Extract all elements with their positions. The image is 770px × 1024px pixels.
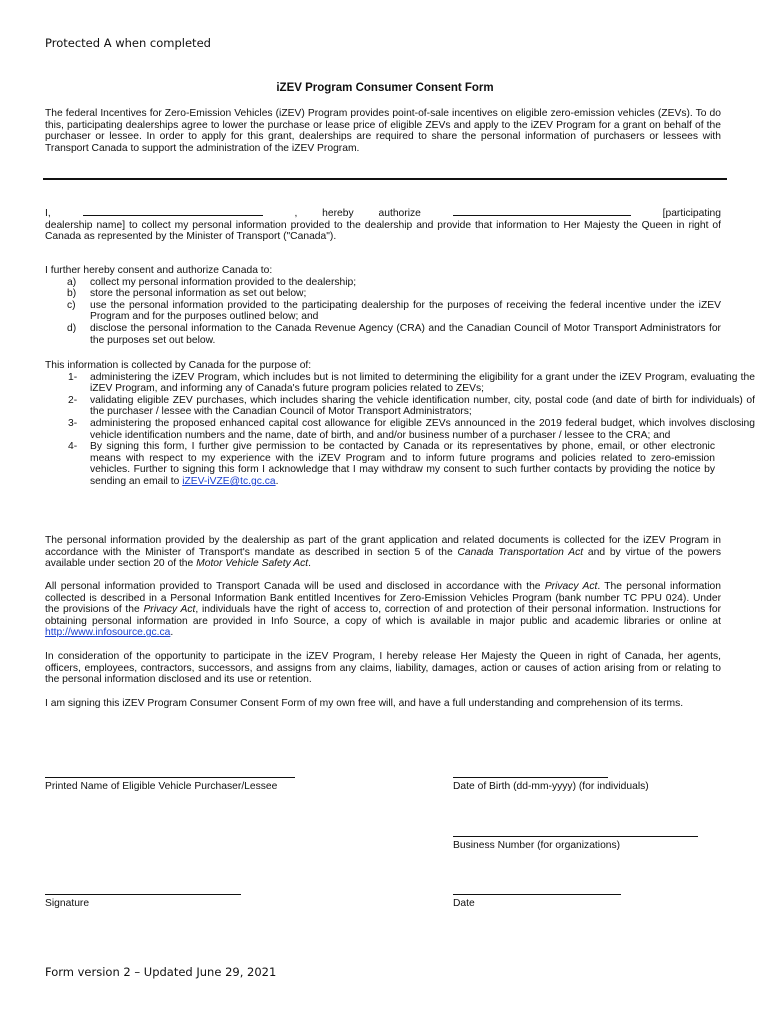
protected-note: Protected A when completed xyxy=(45,36,211,50)
list-item: d) disclose the personal information to the Canada Revenue Agency (CRA) and the Canadian Council of Motor Transport Administrators for the purposes set out below. xyxy=(67,322,721,346)
list-item: b) store the personal information as set out below; xyxy=(67,288,307,300)
business-number-field[interactable] xyxy=(453,836,698,851)
business-number-label: Business Number (for organizations) xyxy=(453,840,621,851)
grant-paragraph: The personal information provided by the dealership as part of the grant application and related documents is collected for the iZEV Program in accordance with the Minister of Transport's mandate as described in section 5 of the Canada Transportation Act and by virtue of the powers available under section 20 of the Motor Vehicle Safety Act. xyxy=(45,535,721,570)
signature-label: Signature xyxy=(45,898,90,909)
release-paragraph: In consideration of the opportunity to participate in the iZEV Program, I hereby release Her Majesty the Queen in right of Canada, her agents, officers, employees, contractors, successors, and assigns from any claims, liability, damages, action or causes of action arising from or relating to the personal information disclosed and its use or retention. xyxy=(45,651,721,686)
signature-line xyxy=(45,777,295,778)
purpose-intro: This information is collected by Canada for the purpose of: xyxy=(45,360,312,371)
purpose-section xyxy=(45,360,755,488)
date-label: Date xyxy=(453,898,475,909)
list-item: a) collect my personal information provided to the dealership; xyxy=(67,276,357,288)
name-blank-field[interactable] xyxy=(83,206,263,216)
infosource-link[interactable]: http://www.infosource.gc.ca xyxy=(45,627,171,639)
dealership-blank-field[interactable] xyxy=(453,206,631,216)
form-title: iZEV Program Consumer Consent Form xyxy=(276,82,494,94)
signature-line xyxy=(453,894,621,895)
authorization-rest: dealership name] to collect my personal information provided to the dealership and provide that information to Her Majesty the Queen in right of Canada as represented by the Minister of Transport ("Canada"). xyxy=(45,219,721,243)
form-version: Form version 2 – Updated June 29, 2021 xyxy=(45,965,277,979)
signature-line xyxy=(453,777,608,778)
dob-field[interactable] xyxy=(453,777,649,792)
list-item: 1- administering the iZEV Program, which includes but is not limited to determining the eligibility for a grant under the iZEV Program, evaluating the iZEV Program, and informing any of Canada's future program policies related to ZEVs; xyxy=(68,371,755,395)
act-name: Privacy Act xyxy=(143,604,196,616)
date-field[interactable] xyxy=(453,894,621,909)
authorization-participating: [participating xyxy=(662,208,721,219)
signature-line xyxy=(453,836,698,837)
list-item: 4- By signing this form, I further give permission to be contacted by Canada or its representatives by phone, email, or other electronic means with respect to my experience with the iZEV Program and to inform future programs and policies related to zero-emission vehicles. Further to signing this form I acknowledge that I may withdraw my consent to such further contacts by providing the notice by sending an email to iZEV-iVZE@tc.gc.ca. xyxy=(68,441,715,487)
free-will-paragraph: I am signing this iZEV Program Consumer Consent Form of my own free will, and have a full understanding and comprehension of its terms. xyxy=(45,698,684,709)
list-item: 2- validating eligible ZEV purchases, which includes sharing the vehicle identification number, city, postal code (and date of birth for individuals) of the purchaser / lessee with the Canadian Council of Motor Transport Administrators; xyxy=(68,394,755,418)
email-link[interactable]: iZEV-iVZE@tc.gc.ca xyxy=(182,475,276,487)
printed-name-label: Printed Name of Eligible Vehicle Purchaser/Lessee xyxy=(45,781,278,792)
signature-field[interactable] xyxy=(45,894,241,909)
consent-list xyxy=(45,277,721,347)
intro-paragraph: The federal Incentives for Zero-Emission Vehicles (iZEV) Program provides point-of-sale incentives on eligible zero-emission vehicles (ZEVs). To do this, participating dealerships agree to lower the purchase or lease price of eligible ZEVs and apply to the iZEV Program for a grant on behalf of the purchaser or lessee. In order to apply for this grant, dealerships are required to share the personal information of purchasers or lessees with Transport Canada to support the administration of the iZEV Program. xyxy=(45,108,721,154)
printed-name-field[interactable] xyxy=(45,777,295,792)
act-name: Canada Transportation Act xyxy=(457,546,584,558)
consent-intro: I further hereby consent and authorize Canada to: xyxy=(45,265,273,276)
purpose-list xyxy=(45,372,755,488)
act-name: Motor Vehicle Safety Act xyxy=(196,558,309,570)
section-divider xyxy=(43,178,727,180)
authorization-paragraph xyxy=(45,206,721,243)
act-name: Privacy Act xyxy=(544,581,598,592)
authorization-hereby: , hereby authorize xyxy=(294,208,421,219)
list-item: c) use the personal information provided to the participating dealership for the purposes of receiving the federal incentive under the iZEV Program and for the purposes outlined below; and xyxy=(67,299,721,323)
consent-section xyxy=(45,265,721,346)
privacy-paragraph: All personal information provided to Transport Canada will be used and disclosed in accordance with the Privacy Act. The personal information collected is described in a Personal Information Bank entitled Incentives for Zero-Emission Vehicles Program (bank number TC PPU 024). Under the provisions of the Privacy Act, individuals have the right of access to, correction of and protection of their personal information. Instructions for obtaining personal information are provided in Info Source, a copy of which is available in major public and academic libraries or online at http://www.infosource.gc.ca. xyxy=(45,581,721,639)
list-item: 3- administering the proposed enhanced capital cost allowance for eligible ZEVs announced in the 2019 federal budget, which involves disclosing vehicle identification numbers and the name, date of birth, and and/or business number of a purchaser / lessee to the CRA; and xyxy=(68,417,755,441)
signature-line xyxy=(45,894,241,895)
dob-label: Date of Birth (dd-mm-yyyy) (for individuals) xyxy=(453,781,649,792)
authorization-i: I, xyxy=(45,208,51,219)
